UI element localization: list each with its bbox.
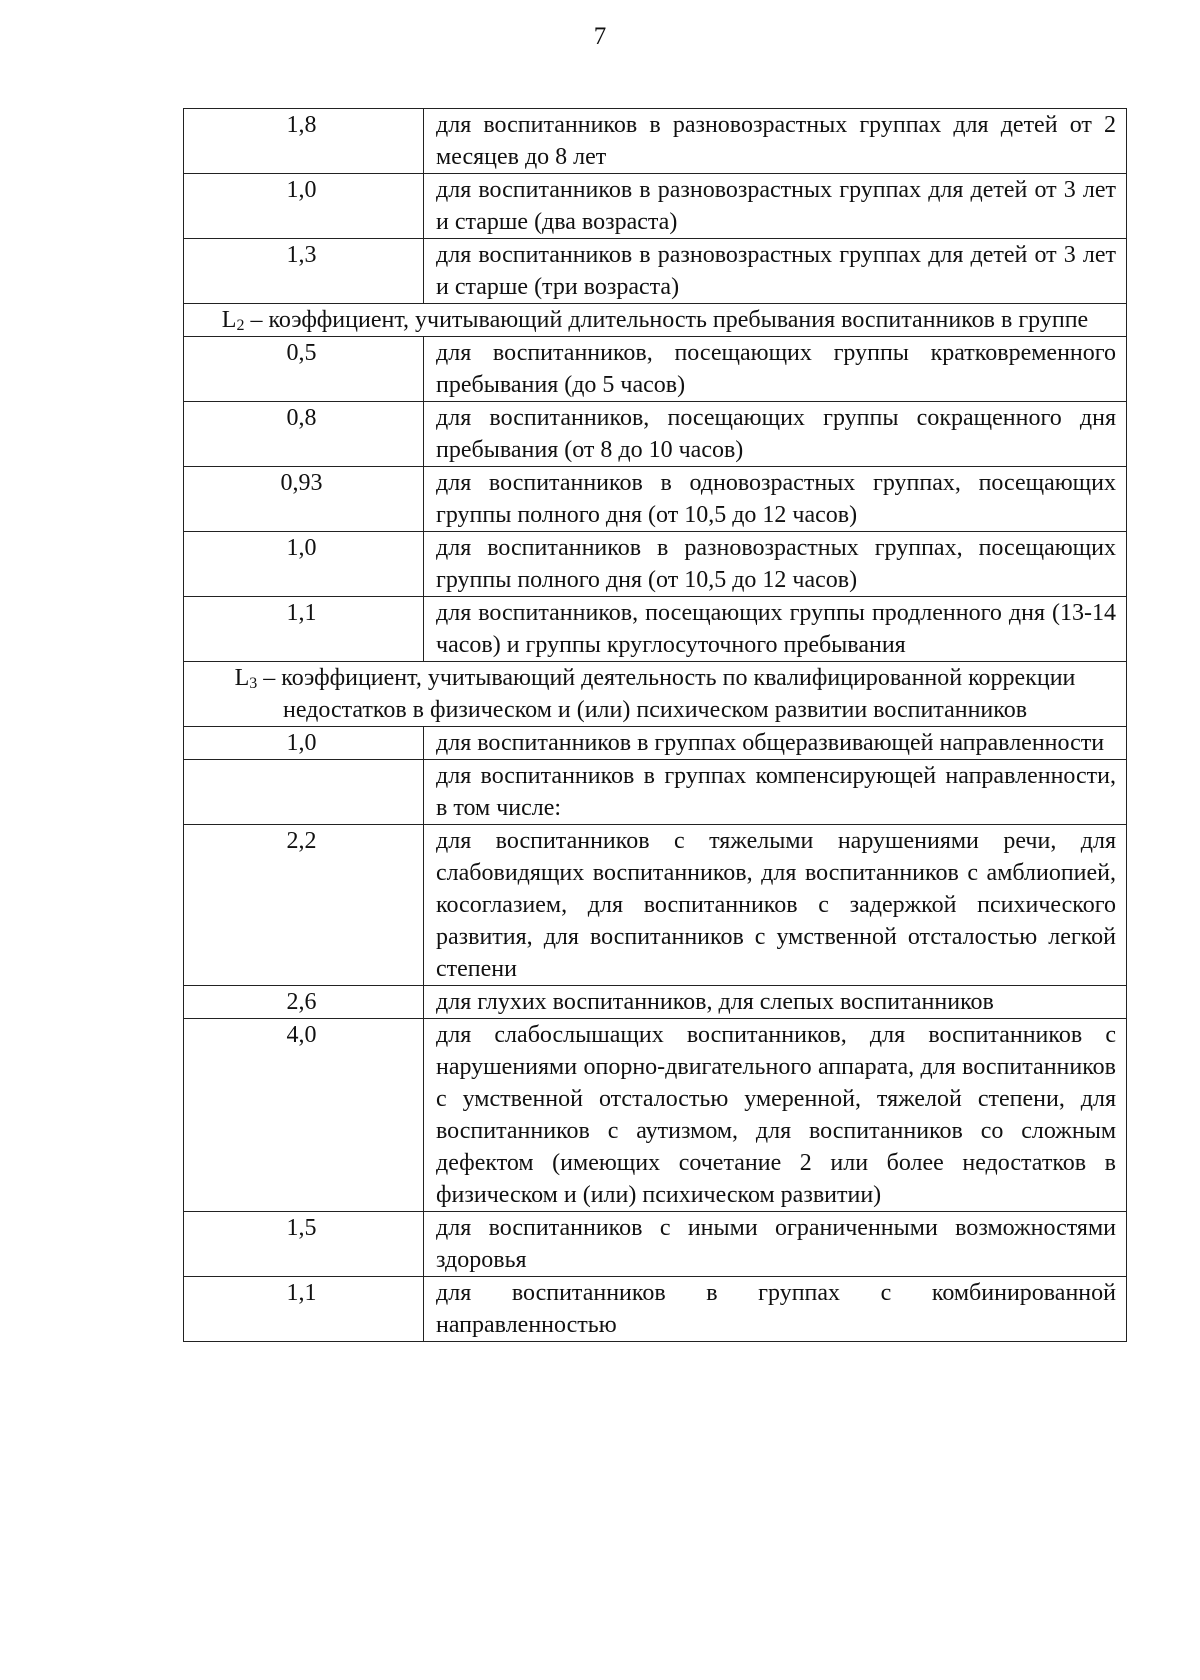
table-row [184,402,1127,467]
section-row-l2 [184,304,1127,337]
section-text: – коэффициент, учитывающий деятельность по квалифицированной коррекции недостатков в физическом и (или) психическом развитии воспитанников [257,665,1076,723]
coefficient-table [183,108,1127,1342]
coefficient-description: для воспитанников, посещающих группы сокращенного дня пребывания (от 8 до 10 часов) [424,402,1127,467]
coefficient-description: для воспитанников, посещающих группы кратковременного пребывания (до 5 часов) [424,337,1127,402]
coefficient-value: 0,93 [184,467,424,532]
coefficient-value: 2,2 [184,825,424,986]
coefficient-value: 1,5 [184,1212,424,1277]
section-heading-l3 [184,662,1127,727]
section-row-l3 [184,662,1127,727]
coefficient-description: для воспитанников с иными ограниченными возможностями здоровья [424,1212,1127,1277]
table-row [184,986,1127,1019]
coefficient-value: 1,1 [184,597,424,662]
coefficient-description: для воспитанников в разновозрастных группах для детей от 3 лет и старше (два возраста) [424,174,1127,239]
coefficient-description: для воспитанников в разновозрастных группах, посещающих группы полного дня (от 10,5 до 12 часов) [424,532,1127,597]
coefficient-value: 2,6 [184,986,424,1019]
coefficient-symbol: L [221,307,237,333]
table-row [184,760,1127,825]
table-row [184,1019,1127,1212]
coefficient-description: для слабослышащих воспитанников, для воспитанников с нарушениями опорно-двигательного аппарата, для воспитанников с умственной отсталостью умеренной, тяжелой степени, для воспитанников с аутизмом, для воспитанников со сложным дефектом (имеющих сочетание 2 или более недостатков в физическом и (или) психическом развитии) [424,1019,1127,1212]
section-heading-l2 [184,304,1127,337]
table-row [184,727,1127,760]
coefficient-description: для воспитанников в группах общеразвивающей направленности [424,727,1127,760]
coefficient-symbol: L [234,665,250,691]
coefficient-value: 1,0 [184,174,424,239]
coefficient-value: 1,8 [184,109,424,174]
coefficient-description: для воспитанников, посещающих группы продленного дня (13-14 часов) и группы круглосуточного пребывания [424,597,1127,662]
coefficient-description: для воспитанников в группах с комбинированной направленностью [424,1277,1127,1342]
section-text: – коэффициент, учитывающий длительность пребывания воспитанников в группе [244,307,1089,333]
page-number: 7 [593,23,607,50]
coefficient-description: для воспитанников в одновозрастных группах, посещающих группы полного дня (от 10,5 до 12 часов) [424,467,1127,532]
table-row [184,1212,1127,1277]
coefficient-description: для воспитанников в разновозрастных группах для детей от 3 лет и старше (три возраста) [424,239,1127,304]
table-row [184,337,1127,402]
table-row [184,239,1127,304]
coefficient-value: 0,5 [184,337,424,402]
table-row [184,825,1127,986]
coefficient-value: 1,0 [184,727,424,760]
coefficient-value: 1,0 [184,532,424,597]
coefficient-value: 4,0 [184,1019,424,1212]
coefficient-description: для воспитанников в разновозрастных группах для детей от 2 месяцев до 8 лет [424,109,1127,174]
table-row [184,467,1127,532]
table-row [184,109,1127,174]
coefficient-value: 1,3 [184,239,424,304]
coefficient-index: 3 [249,675,258,692]
coefficient-value: 0,8 [184,402,424,467]
table-row [184,532,1127,597]
coefficient-description: для воспитанников с тяжелыми нарушениями речи, для слабовидящих воспитанников, для воспитанников с амблиопией, косоглазием, для воспитанников с задержкой психического развития, для воспитанников с умственной отсталостью легкой степени [424,825,1127,986]
coefficient-description: для воспитанников в группах компенсирующей направленности, в том числе: [424,760,1127,825]
coefficient-index: 2 [236,317,245,334]
coefficient-description: для глухих воспитанников, для слепых воспитанников [424,986,1127,1019]
table-row [184,174,1127,239]
table-row [184,597,1127,662]
coefficient-value: 1,1 [184,1277,424,1342]
coefficient-value [184,760,424,825]
table-row [184,1277,1127,1342]
